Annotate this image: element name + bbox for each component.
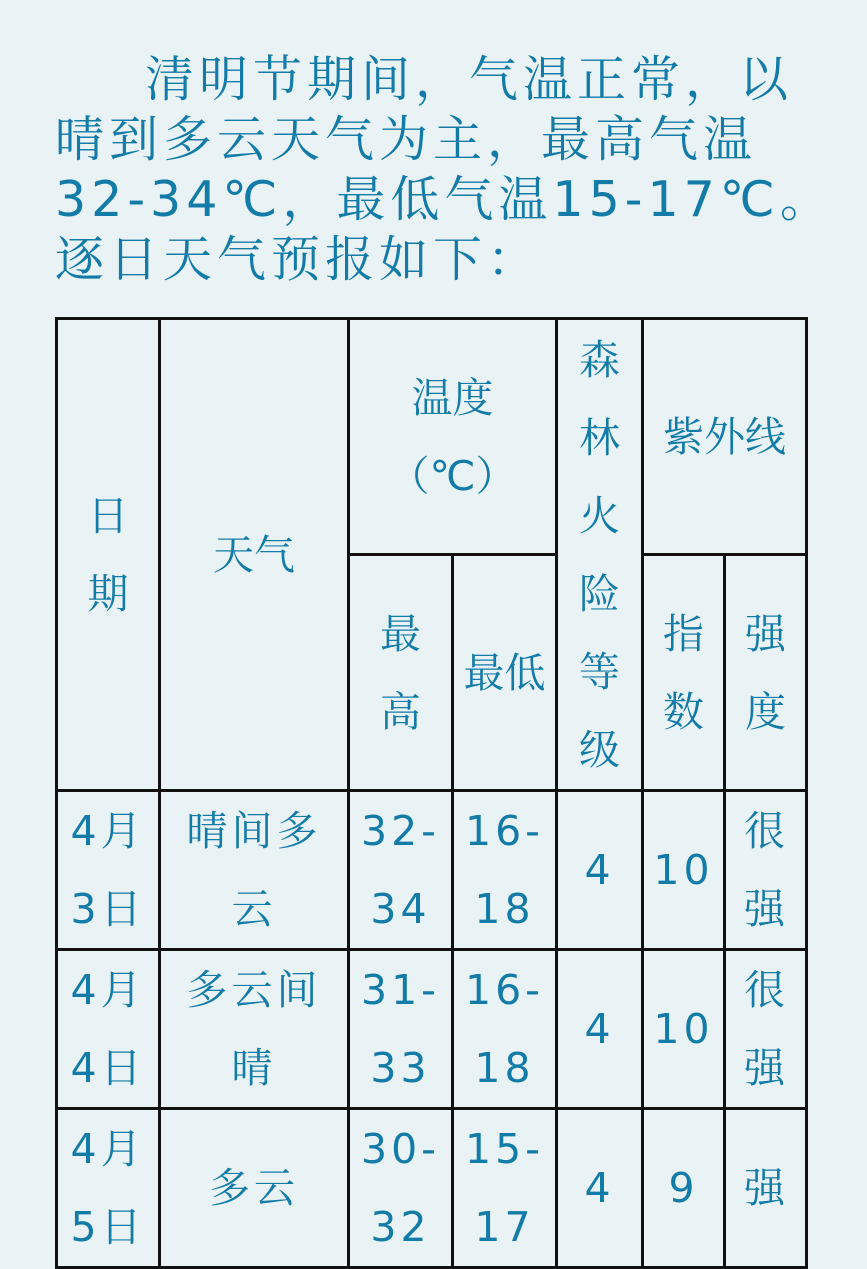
cell-date: 4月5日 [57,1109,160,1268]
cell-min: 16-18 [453,791,557,950]
header-uv-index: 指数 [643,555,725,791]
header-temperature [349,319,557,555]
cell-weather: 多云 [160,1109,349,1268]
header-max: 最高 [349,555,453,791]
header-temperature-label: 温度 [411,373,494,422]
cell-fire-risk: 4 [557,791,643,950]
table-row [57,950,807,1109]
forecast-table [55,317,808,1269]
intro-line-4: 逐日天气预报如下： [55,231,542,288]
intro-paragraph [55,50,834,290]
cell-fire-risk: 4 [557,950,643,1109]
cell-fire-risk: 4 [557,1109,643,1268]
cell-max: 31-33 [349,950,453,1109]
header-weather: 天气 [160,319,349,791]
cell-uv-index: 10 [643,950,725,1109]
header-uv-strength: 强度 [725,555,807,791]
header-fire-risk: 森林火险等级 [557,319,643,791]
cell-max: 32-34 [349,791,453,950]
cell-date: 4月3日 [57,791,160,950]
cell-weather: 多云间晴 [160,950,349,1109]
cell-uv-strength: 很强 [725,791,807,950]
header-uv: 紫外线 [643,319,807,555]
cell-min: 16-18 [453,950,557,1109]
header-date: 日期 [57,319,160,791]
cell-min: 15-17 [453,1109,557,1268]
intro-line-1: 清明节期间，气温正常，以 [145,51,794,108]
cell-uv-strength: 很强 [725,950,807,1109]
cell-uv-strength: 强 [725,1109,807,1268]
header-temperature-unit: （℃） [388,451,517,500]
cell-uv-index: 10 [643,791,725,950]
table-row [57,1109,807,1268]
cell-weather: 晴间多云 [160,791,349,950]
header-row-top [57,319,807,555]
cell-max: 30-32 [349,1109,453,1268]
cell-date: 4月4日 [57,950,160,1109]
intro-line-3: 32-34℃，最低气温15-17℃。 [55,171,834,228]
cell-uv-index: 9 [643,1109,725,1268]
intro-line-2: 晴到多云天气为主，最高气温 [55,111,758,168]
header-min: 最低 [453,555,557,791]
table-row [57,791,807,950]
